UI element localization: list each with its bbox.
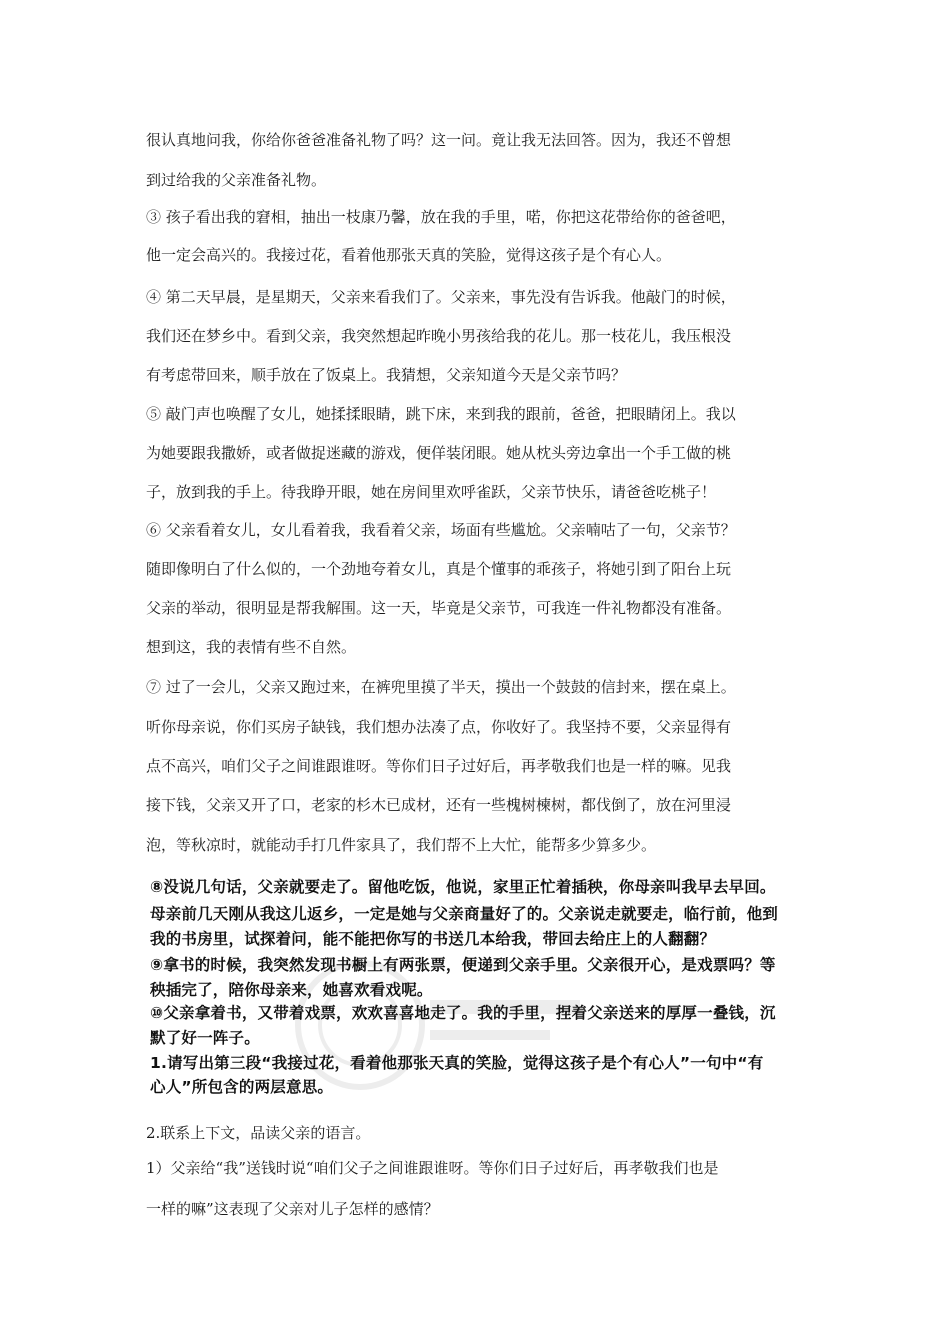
text-line: 想到这，我的表情有些不自然。 [146,638,357,656]
question-line: 2.联系上下文，品读父亲的语言。 [146,1124,371,1142]
scanned-text-line: ⑧没说几句话，父亲就要走了。留他吃饭，他说，家里正忙着插秧，你母亲叫我早去早回。 [150,878,776,896]
text-line: 泡，等秋凉时，就能动手打几件家具了，我们帮不上大忙，能帮多少算多少。 [146,836,657,854]
scanned-text-line: 秧插完了，陪你母亲来，她喜欢看戏呢。 [150,981,433,999]
scanned-text-line: 心人”所包含的两层意思。 [150,1078,334,1096]
scanned-text-line: 我的书房里，试探着问，能不能把你写的书送几本给我，带回去给庄上的人翻翻？ [150,930,716,948]
text-line: 很认真地问我，你给你爸爸准备礼物了吗？这一问。竟让我无法回答。因为，我还不曾想 [146,131,732,149]
text-line: 听你母亲说，你们买房子缺钱，我们想办法凑了点，你收好了。我坚持不要，父亲显得有 [146,718,732,736]
text-line: 为她要跟我撒娇，或者做捉迷藏的游戏，便佯装闭眼。她从枕头旁边拿出一个手工做的桃 [146,444,732,462]
scanned-text-line: ⑨拿书的时候，我突然发现书橱上有两张票，便递到父亲手里。父亲很开心，是戏票吗？等 [150,956,776,974]
text-line: 到过给我的父亲准备礼物。 [146,171,327,189]
scanned-text-line: ⑩父亲拿着书，又带着戏票，欢欢喜喜地走了。我的手里，捏着父亲送来的厚厚一叠钱，沉 [150,1004,776,1022]
text-line: 随即像明白了什么似的，一个劲地夸着女儿，真是个懂事的乖孩子，将她引到了阳台上玩 [146,560,732,578]
text-line: ⑥ 父亲看着女儿，女儿看着我，我看着父亲，场面有些尴尬。父亲喃咕了一句，父亲节？ [146,521,736,539]
scanned-text-line: 1.请写出第三段“我接过花，看着他那张天真的笑脸，觉得这孩子是个有心人”一句中“有 [150,1054,764,1072]
text-line: ③ 孩子看出我的窘相，抽出一枝康乃馨，放在我的手里，喏，你把这花带给你的爸爸吧， [146,208,736,226]
text-line: 父亲的举动，很明显是帮我解围。这一天，毕竟是父亲节，可我连一件礼物都没有准备。 [146,599,732,617]
text-line: 他一定会高兴的。我接过花，看着他那张天真的笑脸，觉得这孩子是个有心人。 [146,246,672,264]
text-line: 点不高兴，咱们父子之间谁跟谁呀。等你们日子过好后，再孝敬我们也是一样的嘛。见我 [146,757,732,775]
question-line: 1）父亲给“我”送钱时说“咱们父子之间谁跟谁呀。等你们日子过好后，再孝敬我们也是 [146,1159,719,1177]
text-line: ⑦ 过了一会儿，父亲又跑过来，在裤兜里摸了半天，摸出一个鼓鼓的信封来，摆在桌上。 [146,678,736,696]
scanned-text-line: 默了好一阵子。 [150,1029,260,1047]
text-line: 我们还在梦乡中。看到父亲，我突然想起昨晚小男孩给我的花儿。那一枝花儿，我压根没 [146,327,732,345]
text-line: 有考虑带回来，顺手放在了饭桌上。我猜想，父亲知道今天是父亲节吗？ [146,366,627,384]
text-line: 接下钱，父亲又开了口，老家的杉木已成材，还有一些槐树楝树，都伐倒了，放在河里浸 [146,796,732,814]
text-line: ④ 第二天早晨，是星期天，父亲来看我们了。父亲来，事先没有告诉我。他敲门的时候， [146,288,736,306]
question-line: 一样的嘛”这表现了父亲对儿子怎样的感情？ [146,1200,439,1218]
text-line: ⑤ 敲门声也唤醒了女儿，她揉揉眼睛，跳下床，来到我的跟前，爸爸，把眼睛闭上。我以 [146,405,736,423]
text-line: 子，放到我的手上。待我睁开眼，她在房间里欢呼雀跃，父亲节快乐，请爸爸吃桃子！ [146,483,717,501]
scanned-text-line: 母亲前几天刚从我这儿返乡，一定是她与父亲商量好了的。父亲说走就要走，临行前，他到 [150,905,779,923]
